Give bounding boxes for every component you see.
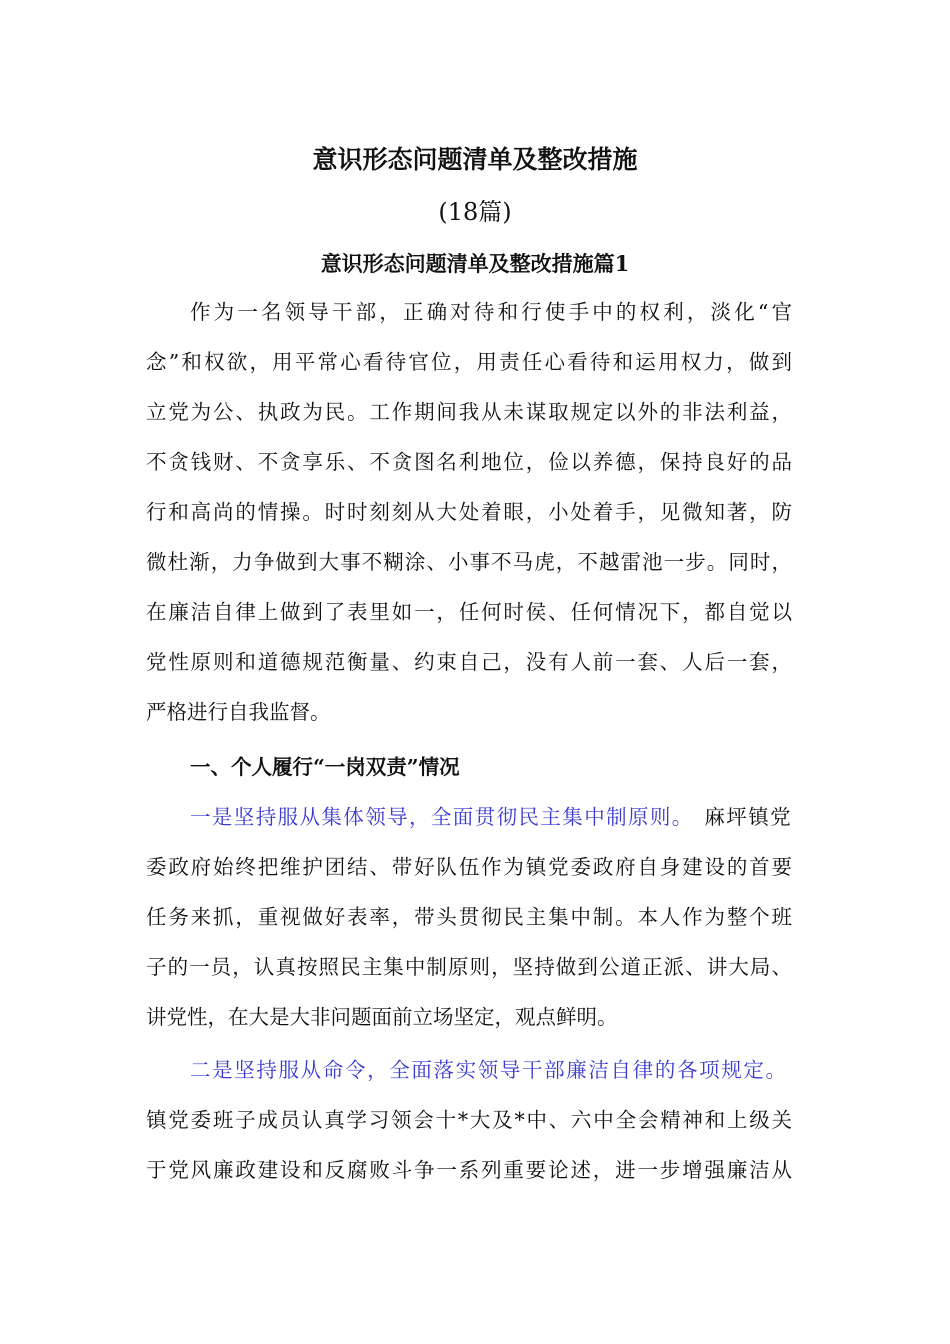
section-title: 意识形态问题清单及整改措施篇1	[320, 251, 630, 276]
text-line: 立党为公、执政为民。工作期间我从未谋取规定以外的非法利益，	[146, 400, 792, 424]
highlighted-lead: 二是坚持服从命令，全面落实领导干部廉洁自律的各项规定。	[190, 1058, 786, 1082]
text-line: 严格进行自我监督。	[146, 700, 331, 724]
lead-rest: 麻坪镇党	[704, 805, 792, 829]
text-line: 党性原则和道德规范衡量、约束自己，没有人前一套、人后一套，	[146, 650, 792, 674]
text-line: 行和高尚的情操。时时刻刻从大处着眼，小处着手，见微知著，防	[146, 500, 792, 524]
text-line: 讲党性，在大是大非问题面前立场坚定，观点鲜明。	[146, 1005, 618, 1029]
text-line: 任务来抓，重视做好表率，带头贯彻民主集中制。本人作为整个班	[146, 905, 792, 929]
document-title: 意识形态问题清单及整改措施	[312, 145, 638, 174]
text-line: 在廉洁自律上做到了表里如一，任何时侯、任何情况下，都自觉以	[146, 600, 792, 624]
text-line: 念”和权欲，用平常心看待官位，用责任心看待和运用权力，做到	[146, 350, 792, 374]
text-line: 镇党委班子成员认真学习领会十*大及*中、六中全会精神和上级关	[146, 1108, 792, 1132]
highlighted-lead: 一是坚持服从集体领导，全面贯彻民主集中制原则。	[190, 805, 694, 829]
text-line: 委政府始终把维护团结、带好队伍作为镇党委政府自身建设的首要	[146, 855, 792, 879]
text-line: 微杜渐，力争做到大事不糊涂、小事不马虎，不越雷池一步。同时，	[146, 550, 792, 574]
heading-1: 一、个人履行“一岗双责”情况	[190, 755, 460, 779]
text-line: 作为一名领导干部，正确对待和行使手中的权利，淡化“官	[190, 300, 792, 324]
text-line: 不贪钱财、不贪享乐、不贪图名利地位，俭以养德，保持良好的品	[146, 450, 792, 474]
document-count: (18篇)	[438, 198, 512, 226]
text-line: 于党风廉政建设和反腐败斗争一系列重要论述，进一步增强廉洁从	[146, 1158, 792, 1182]
text-line	[190, 802, 792, 832]
text-line: 子的一员，认真按照民主集中制原则，坚持做到公道正派、讲大局、	[146, 955, 792, 979]
